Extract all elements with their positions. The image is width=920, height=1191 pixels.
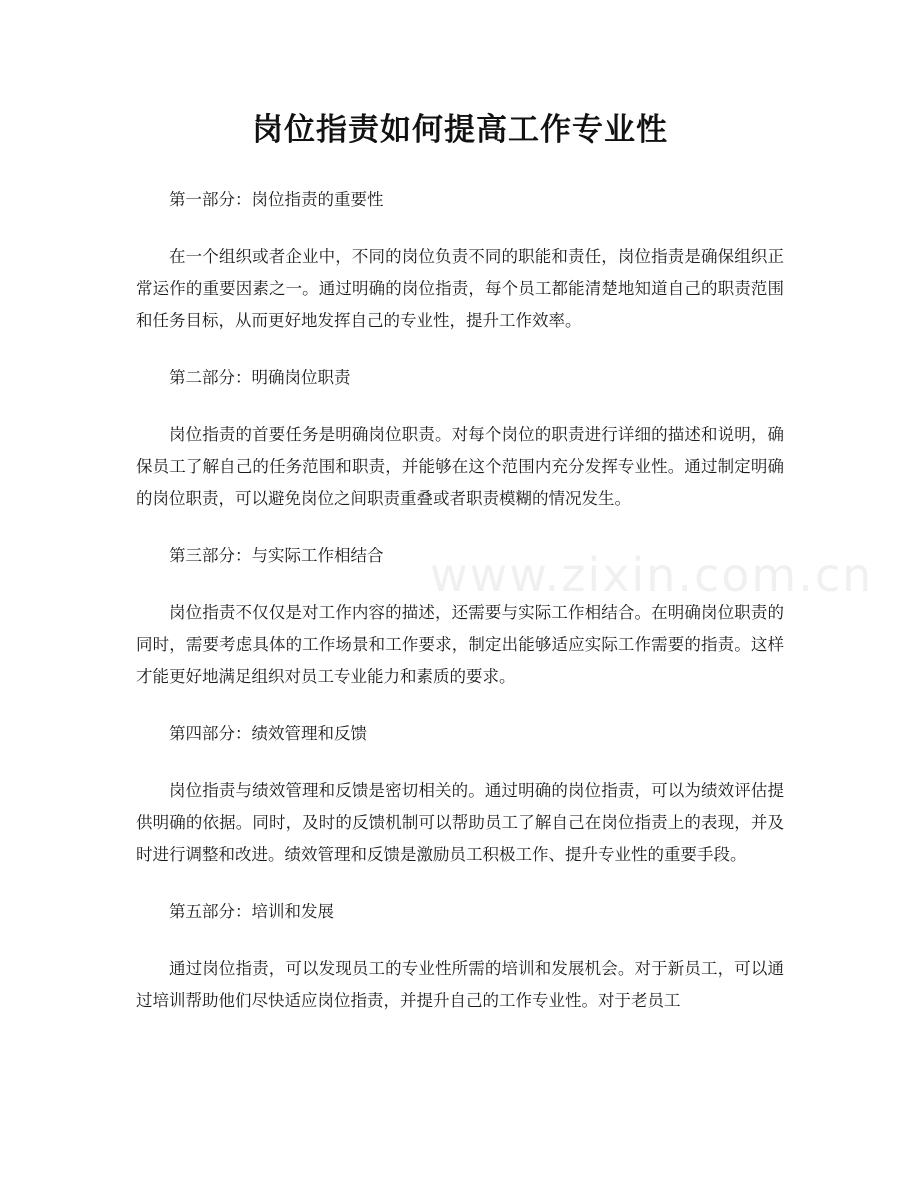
document-body [136,182,784,1017]
section-paragraph-5: 通过岗位指责，可以发现员工的专业性所需的培训和发展机会。对于新员工，可以通过培训帮助他们尽快适应岗位指责，并提升自己的工作专业性。对于老员工 [136,959,784,1010]
section-heading-4: 第四部分：绩效管理和反馈 [169,724,367,743]
section-heading-3: 第三部分：与实际工作相结合 [169,546,384,565]
document-title: 岗位指责如何提高工作专业性 [252,112,668,148]
section-paragraph-3: 岗位指责不仅仅是对工作内容的描述，还需要与实际工作相结合。在明确岗位职责的同时，需要考虑具体的工作场景和工作要求，制定出能够适应实际工作需要的指责。这样才能更好地满足组织对员工专业能力和素质的要求。 [136,603,784,686]
section-paragraph-4: 岗位指责与绩效管理和反馈是密切相关的。通过明确的岗位指责，可以为绩效评估提供明确的依据。同时，及时的反馈机制可以帮助员工了解自己在岗位指责上的表现，并及时进行调整和改进。绩效管理和反馈是激励员工积极工作、提升专业性的重要手段。 [136,781,784,864]
section-heading-5: 第五部分：培训和发展 [169,902,334,921]
section-paragraph-1: 在一个组织或者企业中，不同的岗位负责不同的职能和责任，岗位指责是确保组织正常运作的重要因素之一。通过明确的岗位指责，每个员工都能清楚地知道自己的职责范围和任务目标，从而更好地发挥自己的专业性，提升工作效率。 [136,247,784,330]
section-heading-2: 第二部分：明确岗位职责 [169,368,351,387]
section-paragraph-2: 岗位指责的首要任务是明确岗位职责。对每个岗位的职责进行详细的描述和说明，确保员工了解自己的任务范围和职责，并能够在这个范围内充分发挥专业性。通过制定明确的岗位职责，可以避免岗位之间职责重叠或者职责模糊的情况发生。 [136,425,784,508]
watermark: www.zixin.com.cn [430,548,874,602]
section-heading-1: 第一部分：岗位指责的重要性 [169,190,384,209]
